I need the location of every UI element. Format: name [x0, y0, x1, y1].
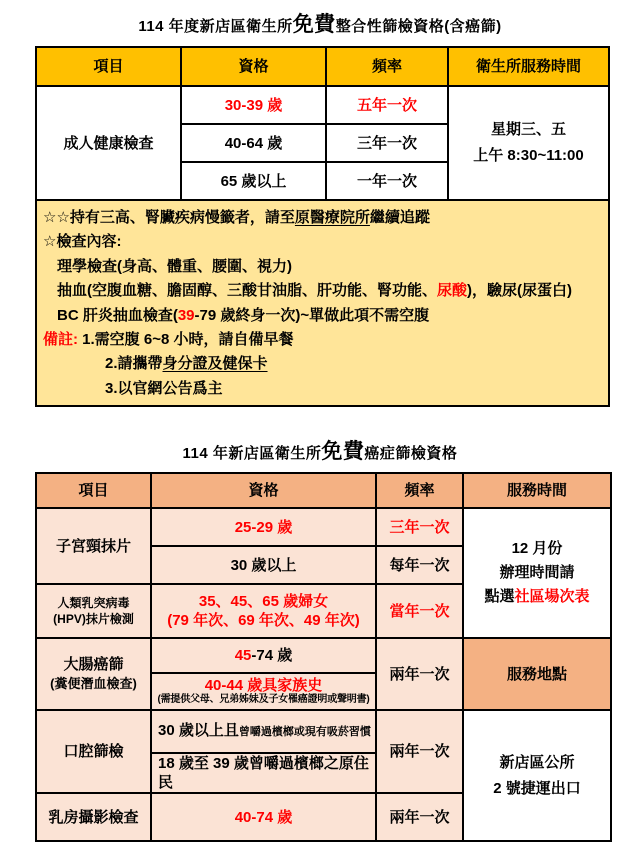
title2-free-emphasis: 免費: [321, 440, 365, 464]
t2-qual-45-red: 45: [234, 647, 252, 665]
t2-item-mammography: 乳房攝影檢查: [36, 793, 151, 841]
title1-free-emphasis: 免費: [292, 13, 336, 36]
integrated-screening-title: [0, 13, 640, 39]
t2-service-location-header: 服務地點: [463, 638, 611, 710]
t2-freq-mammography: 兩年一次: [376, 793, 463, 841]
t1-qual-40-64: 40-64 歲: [181, 124, 326, 162]
t2-service-location-line1: 新店區公所: [499, 753, 575, 771]
t2-freq-oral: 兩年一次: [376, 710, 463, 793]
t2-service-location-cell: [463, 710, 611, 841]
note-physical-exam: 理學檢查(身高、體重、腰圍、視力): [57, 257, 292, 275]
t2-service-time-line2: 辦理時間請: [499, 564, 575, 582]
t2-freq-30-up: 每年一次: [376, 546, 463, 584]
t2-service-time-line1: 12 月份: [511, 540, 563, 558]
t1-header-service-time: 衛生所服務時間: [448, 47, 609, 86]
t2-freq-colorectal: 兩年一次: [376, 638, 463, 710]
note-l4-pre: 抽血(空腹血糖、膽固醇、三酸甘油脂、肝功能、腎功能、: [57, 282, 437, 300]
t2-header-row: [36, 473, 611, 508]
cancer-screening-title: [0, 440, 640, 466]
t2-service-time-line3: [466, 585, 608, 609]
note-remark-2-underline: 身分證及健保卡: [162, 355, 268, 373]
t1-header-row: [36, 47, 609, 86]
t2-qual-40-44-note: (需提供父母、兄弟姊妹及子女罹癌證明或聲明書): [157, 694, 370, 706]
title2-suffix: 癌症篩檢資格: [364, 445, 458, 463]
t2-header-qualification: 資格: [151, 473, 376, 508]
t2-item-pap-smear: 子宮頸抹片: [36, 508, 151, 584]
note-bc-hepatitis: [43, 304, 602, 328]
note-check-content-heading: ☆檢查內容:: [43, 233, 122, 251]
t2-qual-25-29: 25-29 歲: [151, 508, 376, 546]
note-l4-post: )，驗尿(尿蛋白): [467, 282, 573, 300]
t1-service-time-line2: 上午 8:30~11:00: [473, 147, 584, 164]
note-remark-label: 備註:: [43, 331, 78, 349]
t1-note-row: [36, 200, 609, 406]
note-remark-3: 3.以官網公告爲主: [105, 379, 223, 397]
table-row: [36, 710, 611, 753]
t2-qual-hpv: [151, 584, 376, 638]
note-remark-1-text: 1.需空腹 6~8 小時，請自備早餐: [82, 331, 294, 349]
title2-prefix: 114 年新店區衛生所: [182, 445, 322, 463]
note-remark-2: [43, 352, 602, 376]
note-l5-post: -79 歲終身一次)~單做此項不需空腹: [194, 306, 430, 324]
t2-item-hpv-line1: 人類乳突病毒: [57, 596, 130, 611]
t2-item-oral: 口腔篩檢: [36, 710, 151, 793]
t2-qual-oral-2: 18 歲至 39 歲曾嚼過檳榔之原住民: [151, 753, 376, 793]
t2-qual-mammography: 40-74 歲: [151, 793, 376, 841]
t2-qual-74-rest: -74 歲: [251, 647, 293, 665]
t1-freq-30-39: 五年一次: [326, 86, 448, 124]
integrated-screening-table: [35, 46, 610, 407]
t1-header-item: 項目: [36, 47, 181, 86]
note-chronic-followup: [43, 206, 602, 230]
t2-qual-30-up: 30 歲以上: [151, 546, 376, 584]
t1-qual-65-up: 65 歲以上: [181, 162, 326, 200]
t1-header-qualification: 資格: [181, 47, 326, 86]
note-l1-post: 繼續追蹤: [369, 209, 430, 226]
t2-qual-45-74: [151, 638, 376, 673]
t2-qual-hpv-line2: (79 年次、69 年次、49 年次): [167, 612, 360, 630]
t2-qual-40-44-family-history: [151, 673, 376, 710]
t2-item-colorectal-line2: (糞便潛血檢查): [50, 676, 137, 692]
t2-freq-25-29: 三年一次: [376, 508, 463, 546]
community-schedule-link[interactable]: 社區場次表: [514, 588, 590, 606]
table-row: [36, 508, 611, 546]
table-row: [36, 638, 611, 673]
t1-freq-40-64: 三年一次: [326, 124, 448, 162]
t1-qual-30-39: 30-39 歲: [181, 86, 326, 124]
cancer-screening-table: [35, 472, 612, 842]
t1-header-frequency: 頻率: [326, 47, 448, 86]
t2-qual-oral-1-main: 30 歲以上且: [158, 722, 239, 740]
t2-service-location-line2: 2 號捷運出口: [493, 779, 581, 797]
t2-header-frequency: 頻率: [376, 473, 463, 508]
table-row: [36, 86, 609, 124]
t2-item-colorectal-line1: 大腸癌篩: [63, 656, 124, 674]
t2-qual-oral-1: [151, 710, 376, 753]
note-blood-test: [43, 279, 602, 303]
t2-header-item: 項目: [36, 473, 151, 508]
t2-item-hpv-line2: (HPV)抹片檢測: [53, 612, 134, 627]
t1-service-time-cell: [448, 86, 609, 200]
note-l5-pre: BC 肝炎抽血檢查(: [57, 306, 178, 324]
t1-service-time-line1: 星期三、五: [490, 121, 566, 138]
t2-qual-40-44-main: 40-44 歲具家族史: [204, 677, 323, 695]
note-l1-underline: 原醫療院所: [294, 209, 370, 226]
note-l4-red: 尿酸: [437, 282, 468, 300]
t2-service-time-cell: [463, 508, 611, 638]
note-remark-1: [43, 328, 602, 352]
note-l5-red: 39: [177, 306, 195, 324]
title1-prefix: 114 年度新店區衛生所: [138, 18, 293, 35]
t2-item-hpv: [36, 584, 151, 638]
title1-suffix: 整合性篩檢資格(含癌篩): [335, 18, 502, 35]
t1-item-adult-health-check: 成人健康檢查: [36, 86, 181, 200]
note-remark-2-pre: 2.請攜帶: [105, 355, 163, 373]
t2-service-time-line3-pre: 點選: [484, 588, 515, 606]
t2-qual-oral-1-small: 曾嚼過檳榔或現有吸菸習慣: [238, 726, 371, 739]
t2-freq-hpv: 當年一次: [376, 584, 463, 638]
t1-freq-65-up: 一年一次: [326, 162, 448, 200]
t2-item-colorectal: [36, 638, 151, 710]
t1-note-cell: [36, 200, 609, 406]
t2-header-service-time: 服務時間: [463, 473, 611, 508]
t2-qual-hpv-line1: 35、45、65 歲婦女: [198, 593, 329, 611]
note-l1-pre: ☆☆持有三高、腎臟疾病慢籤者，請至: [43, 209, 295, 226]
